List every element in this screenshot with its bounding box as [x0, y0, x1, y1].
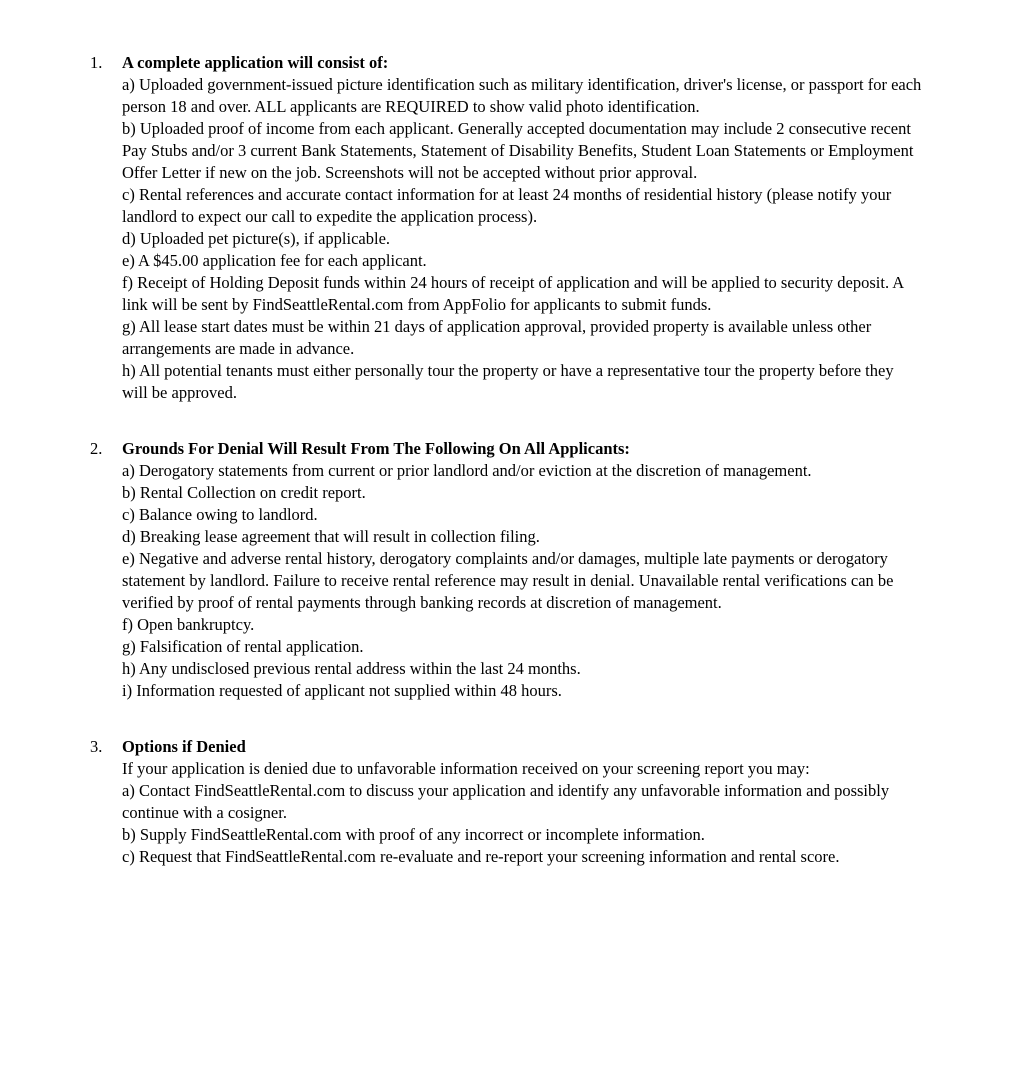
- section-grounds-for-denial: [90, 438, 1014, 702]
- section-intro: If your application is denied due to unfavorable information received on your screening report you may:: [122, 759, 810, 778]
- clause-d: d) Uploaded pet picture(s), if applicable.: [122, 229, 391, 248]
- clause-a: a) Uploaded government-issued picture identification such as military identification, driver's license, or passport for each person 18 and over. ALL applicants are REQUIRED to show valid photo identification.: [122, 75, 922, 116]
- section-options-if-denied: [90, 736, 1014, 868]
- section-number: 1.: [90, 53, 103, 72]
- section-title: A complete application will consist of:: [122, 53, 389, 72]
- clause-g: g) Falsification of rental application.: [122, 637, 364, 656]
- clause-i: i) Information requested of applicant not supplied within 48 hours.: [122, 681, 562, 700]
- clause-a: a) Contact FindSeattleRental.com to discuss your application and identify any unfavorable information and possibly continue with a cosigner.: [122, 781, 890, 822]
- section-number: 2.: [90, 439, 103, 458]
- clause-f: f) Open bankruptcy.: [122, 615, 255, 634]
- clause-c: c) Rental references and accurate contact information for at least 24 months of residential history (please notify your landlord to expect our call to expedite the application process).: [122, 185, 892, 226]
- clause-c: c) Balance owing to landlord.: [122, 505, 318, 524]
- clause-b: b) Supply FindSeattleRental.com with proof of any incorrect or incomplete information.: [122, 825, 705, 844]
- section-number: 3.: [90, 737, 103, 756]
- clause-h: h) All potential tenants must either personally tour the property or have a representative tour the property before they will be approved.: [122, 361, 894, 402]
- clause-e: e) Negative and adverse rental history, derogatory complaints and/or damages, multiple late payments or derogatory statement by landlord. Failure to receive rental reference may result in denial. Unavailable rental verifications can be verified by proof of rental payments through banking records at discretion of management.: [122, 549, 894, 612]
- section-complete-application: [90, 52, 1014, 404]
- clause-e: e) A $45.00 application fee for each applicant.: [122, 251, 427, 270]
- clause-b: b) Uploaded proof of income from each applicant. Generally accepted documentation may include 2 consecutive recent Pay Stubs and/or 3 current Bank Statements, Statement of Disability Benefits, Student Loan Statements or Employment Offer Letter if new on the job. Screenshots will not be accepted without prior approval.: [122, 119, 914, 182]
- clause-b: b) Rental Collection on credit report.: [122, 483, 366, 502]
- section-content: [122, 736, 922, 868]
- clause-c: c) Request that FindSeattleRental.com re-evaluate and re-report your screening information and rental score.: [122, 847, 840, 866]
- section-title: Grounds For Denial Will Result From The Following On All Applicants:: [122, 439, 630, 458]
- section-content: [122, 438, 922, 702]
- clause-a: a) Derogatory statements from current or prior landlord and/or eviction at the discretion of management.: [122, 461, 812, 480]
- section-content: [122, 52, 922, 404]
- section-title: Options if Denied: [122, 737, 246, 756]
- clause-d: d) Breaking lease agreement that will result in collection filing.: [122, 527, 540, 546]
- clause-g: g) All lease start dates must be within 21 days of application approval, provided property is available unless other arrangements are made in advance.: [122, 317, 872, 358]
- clause-f: f) Receipt of Holding Deposit funds within 24 hours of receipt of application and will be applied to security deposit. A link will be sent by FindSeattleRental.com from AppFolio for applicants to submit funds.: [122, 273, 904, 314]
- clause-h: h) Any undisclosed previous rental address within the last 24 months.: [122, 659, 581, 678]
